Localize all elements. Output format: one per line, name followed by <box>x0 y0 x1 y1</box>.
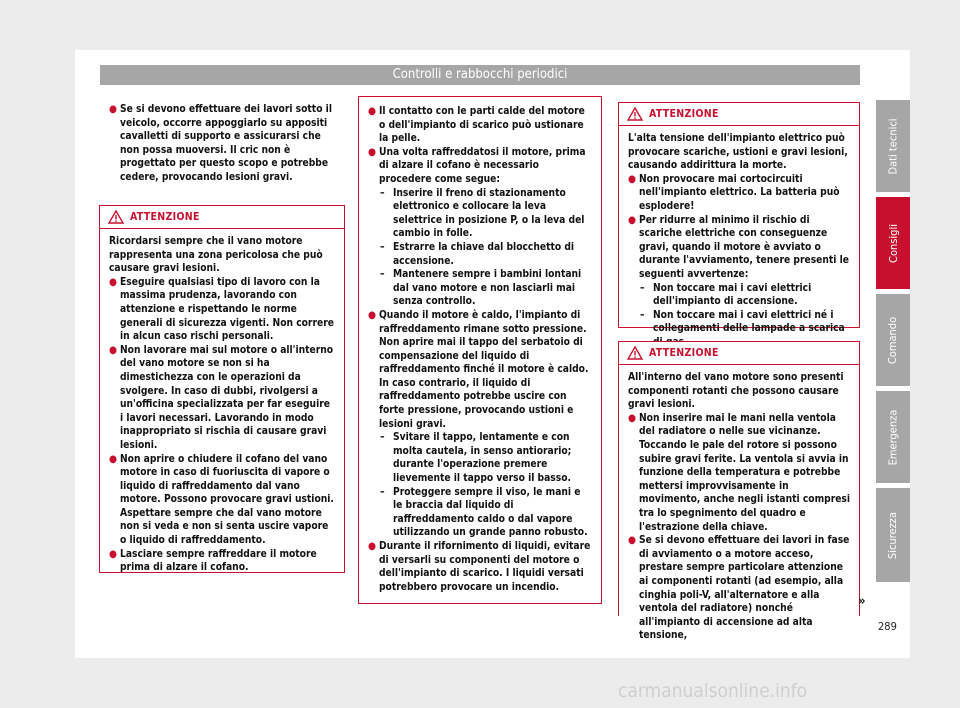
warning-title: ATTENZIONE <box>649 347 719 359</box>
watermark: carmanualsonline.info <box>618 680 808 702</box>
bullet-icon: ● <box>109 548 117 560</box>
sub-item: – Mantenere sempre i bambini lontani dal vano motore e non lasciarli mai senza controllo. <box>380 269 582 308</box>
page-header <box>100 65 860 85</box>
bullet-icon: ● <box>368 309 376 321</box>
column-2-content <box>359 97 601 602</box>
bullet-icon: ● <box>368 541 376 552</box>
list-item: ● Non provocare mai cortocircuiti nell'impianto elettrico. La batteria può esplodere! <box>628 173 840 212</box>
list-item: ● Non inserire mai le mani nella ventola del radiatore o nelle sue vicinanze. Toccando le pale del rotore si possono subire gravi ferite. La ventola si avvia in funzione della temperatura e potrebbe mettersi improvvisamente in movimento, anche negli istanti compresi tra lo spegnimento del quadro e l'estrazione della chiave. <box>628 412 851 533</box>
bullet-icon: ● <box>109 276 117 288</box>
list-item: ● Una volta raffreddatosi il motore, prima di alzare il cofano è necessario procedere come segue: <box>368 146 586 185</box>
list-item: ● Non aprire o chiudere il cofano del vano motore in caso di fuoriuscita di vapore o liquido di raffreddamento dal vano motore. Possono provocare gravi ustioni. Aspettare sempre che dal vano motore non si veda e non si senta uscire vapore o liquido di raffreddamento. <box>109 453 334 547</box>
warning-content <box>619 126 859 358</box>
sub-item: – Svitare il tappo, lentamente e con molta cautela, in senso antiorario; durante l'operazione premere lievemente il tappo verso il basso. <box>380 432 572 485</box>
warning-title: ATTENZIONE <box>130 211 200 223</box>
bullet-icon: ● <box>109 344 117 356</box>
warning-header <box>100 206 344 229</box>
column-2-frame <box>358 96 602 604</box>
tab-sicurezza[interactable]: Sicurezza <box>876 488 910 582</box>
sub-item: – Non toccare mai i cavi elettrici né i collegamenti delle lampade a scarica <box>640 309 845 335</box>
bullet-icon: ● <box>628 412 636 424</box>
sub-item: – Estrarre la chiave dal blocchetto di accensione. <box>380 241 575 267</box>
tab-comando[interactable]: Comando <box>876 294 910 386</box>
warning-triangle-icon <box>107 209 125 225</box>
list-item: ● Durante il rifornimento di liquidi, evitare di versarli su componenti del motore o dell'impianto di scarico. I liquidi versati potrebbero provocare un incendio. <box>368 541 591 593</box>
bullet-icon: ● <box>109 104 117 115</box>
page-number: 289 <box>878 620 897 633</box>
warning-lead: All'interno del vano motore sono presenti componenti rotanti che possono causare gravi lesioni. <box>628 372 844 411</box>
column-1 <box>109 103 342 185</box>
sub-item: – Inserire il freno di stazionamento elettronico e collocare la leva selettrice in posizione P, o la leva del cambio in folle. <box>380 187 585 240</box>
warning-lead: Ricordarsi sempre che il vano motore rappresenta una zona pericolosa che può causare gravi lesioni. <box>109 236 323 275</box>
list-item: ● Eseguire qualsiasi tipo di lavoro con la massima prudenza, lavorando con attenzione e rispettando le norme generali di sicurezza vigenti. Non correre in alcun caso rischi personali. <box>109 276 334 343</box>
tab-consigli[interactable]: Consigli <box>876 197 910 289</box>
warning-triangle-icon <box>626 106 644 122</box>
warning-box-2 <box>618 102 860 335</box>
warning-header <box>619 103 859 126</box>
warning-header <box>619 342 859 365</box>
bullet-icon: ● <box>368 106 376 117</box>
list-item: ● Quando il motore è caldo, l'impianto di raffreddamento rimane sotto pressione. Non aprire mai il tappo del serbatoio di compensazione del liquido di raffreddamento finché il motore è caldo. In caso contrario, il liquido di raffreddamento potrebbe uscire con forte pressione, provocando ustioni e lesioni gravi. <box>368 309 589 430</box>
warning-content <box>619 365 859 651</box>
warning-content <box>100 229 344 583</box>
list-item: ● Per ridurre al minimo il rischio di scariche elettriche con conseguenze gravi, quando il motore è avviato o durante l'avviamento, tenere presenti le seguenti avvertenze: <box>628 214 849 280</box>
warning-title: ATTENZIONE <box>649 108 719 120</box>
bullet-icon: ● <box>109 453 117 465</box>
bullet-icon: ● <box>628 214 636 226</box>
bullet-icon: ● <box>628 173 636 185</box>
page-title: Controlli e rabbocchi periodici <box>392 67 568 82</box>
continue-arrow-icon[interactable]: » <box>858 594 866 609</box>
sub-item: – Proteggere sempre il viso, le mani e le braccia dal liquido di raffreddamento caldo o dal vapore utilizzando un grande panno robusto. <box>380 486 588 539</box>
list-item: ● Se si devono effettuare dei lavori sotto il veicolo, occorre appoggiarlo su appositi cavalletti di supporto e assicurarsi che non possa muoversi. Il cric non è progettato per questo scopo e potrebbe cedere, provocando lesioni gravi. <box>109 104 332 183</box>
list-item: ● Non lavorare mai sul motore o all'interno del vano motore se non si ha dimestichezza con le operazioni da svolgere. In caso di dubbi, rivolgersi a un'officina specializzata per far eseguire i lavori necessari. Lavorando in modo inappropriato si rischia di causare gravi lesioni. <box>109 344 334 451</box>
sub-item: – Non toccare mai i cavi elettrici dell'impianto di accensione. <box>640 282 812 308</box>
list-item: ● Se si devono effettuare dei lavori in fase di avviamento o a motore acceso, prestare sempre particolare attenzione ai componenti rotanti (ad esempio, alla cinghia poli-V, all'alternatore e alla ventola del radiatore) nonché all'impianto di accensione ad alta tensione, <box>628 535 850 642</box>
bullet-icon: ● <box>628 535 636 547</box>
warning-box-1 <box>99 205 345 573</box>
list-item: ● Il contatto con le parti calde del motore o dell'impianto di scarico può ustionare la pelle. <box>368 106 585 145</box>
tab-emergenza[interactable]: Emergenza <box>876 391 910 483</box>
warning-triangle-icon <box>626 345 644 361</box>
warning-box-3 <box>618 341 860 642</box>
warning-lead: L'alta tensione dell'impianto elettrico può provocare scariche, ustioni e gravi lesioni, causando addirittura la morte. <box>628 133 848 172</box>
bullet-icon: ● <box>368 146 376 158</box>
list-item: ● Lasciare sempre raffreddare il motore prima di alzare il cofano. <box>109 548 317 574</box>
tab-dati-tecnici[interactable]: Dati tecnici <box>876 100 910 192</box>
